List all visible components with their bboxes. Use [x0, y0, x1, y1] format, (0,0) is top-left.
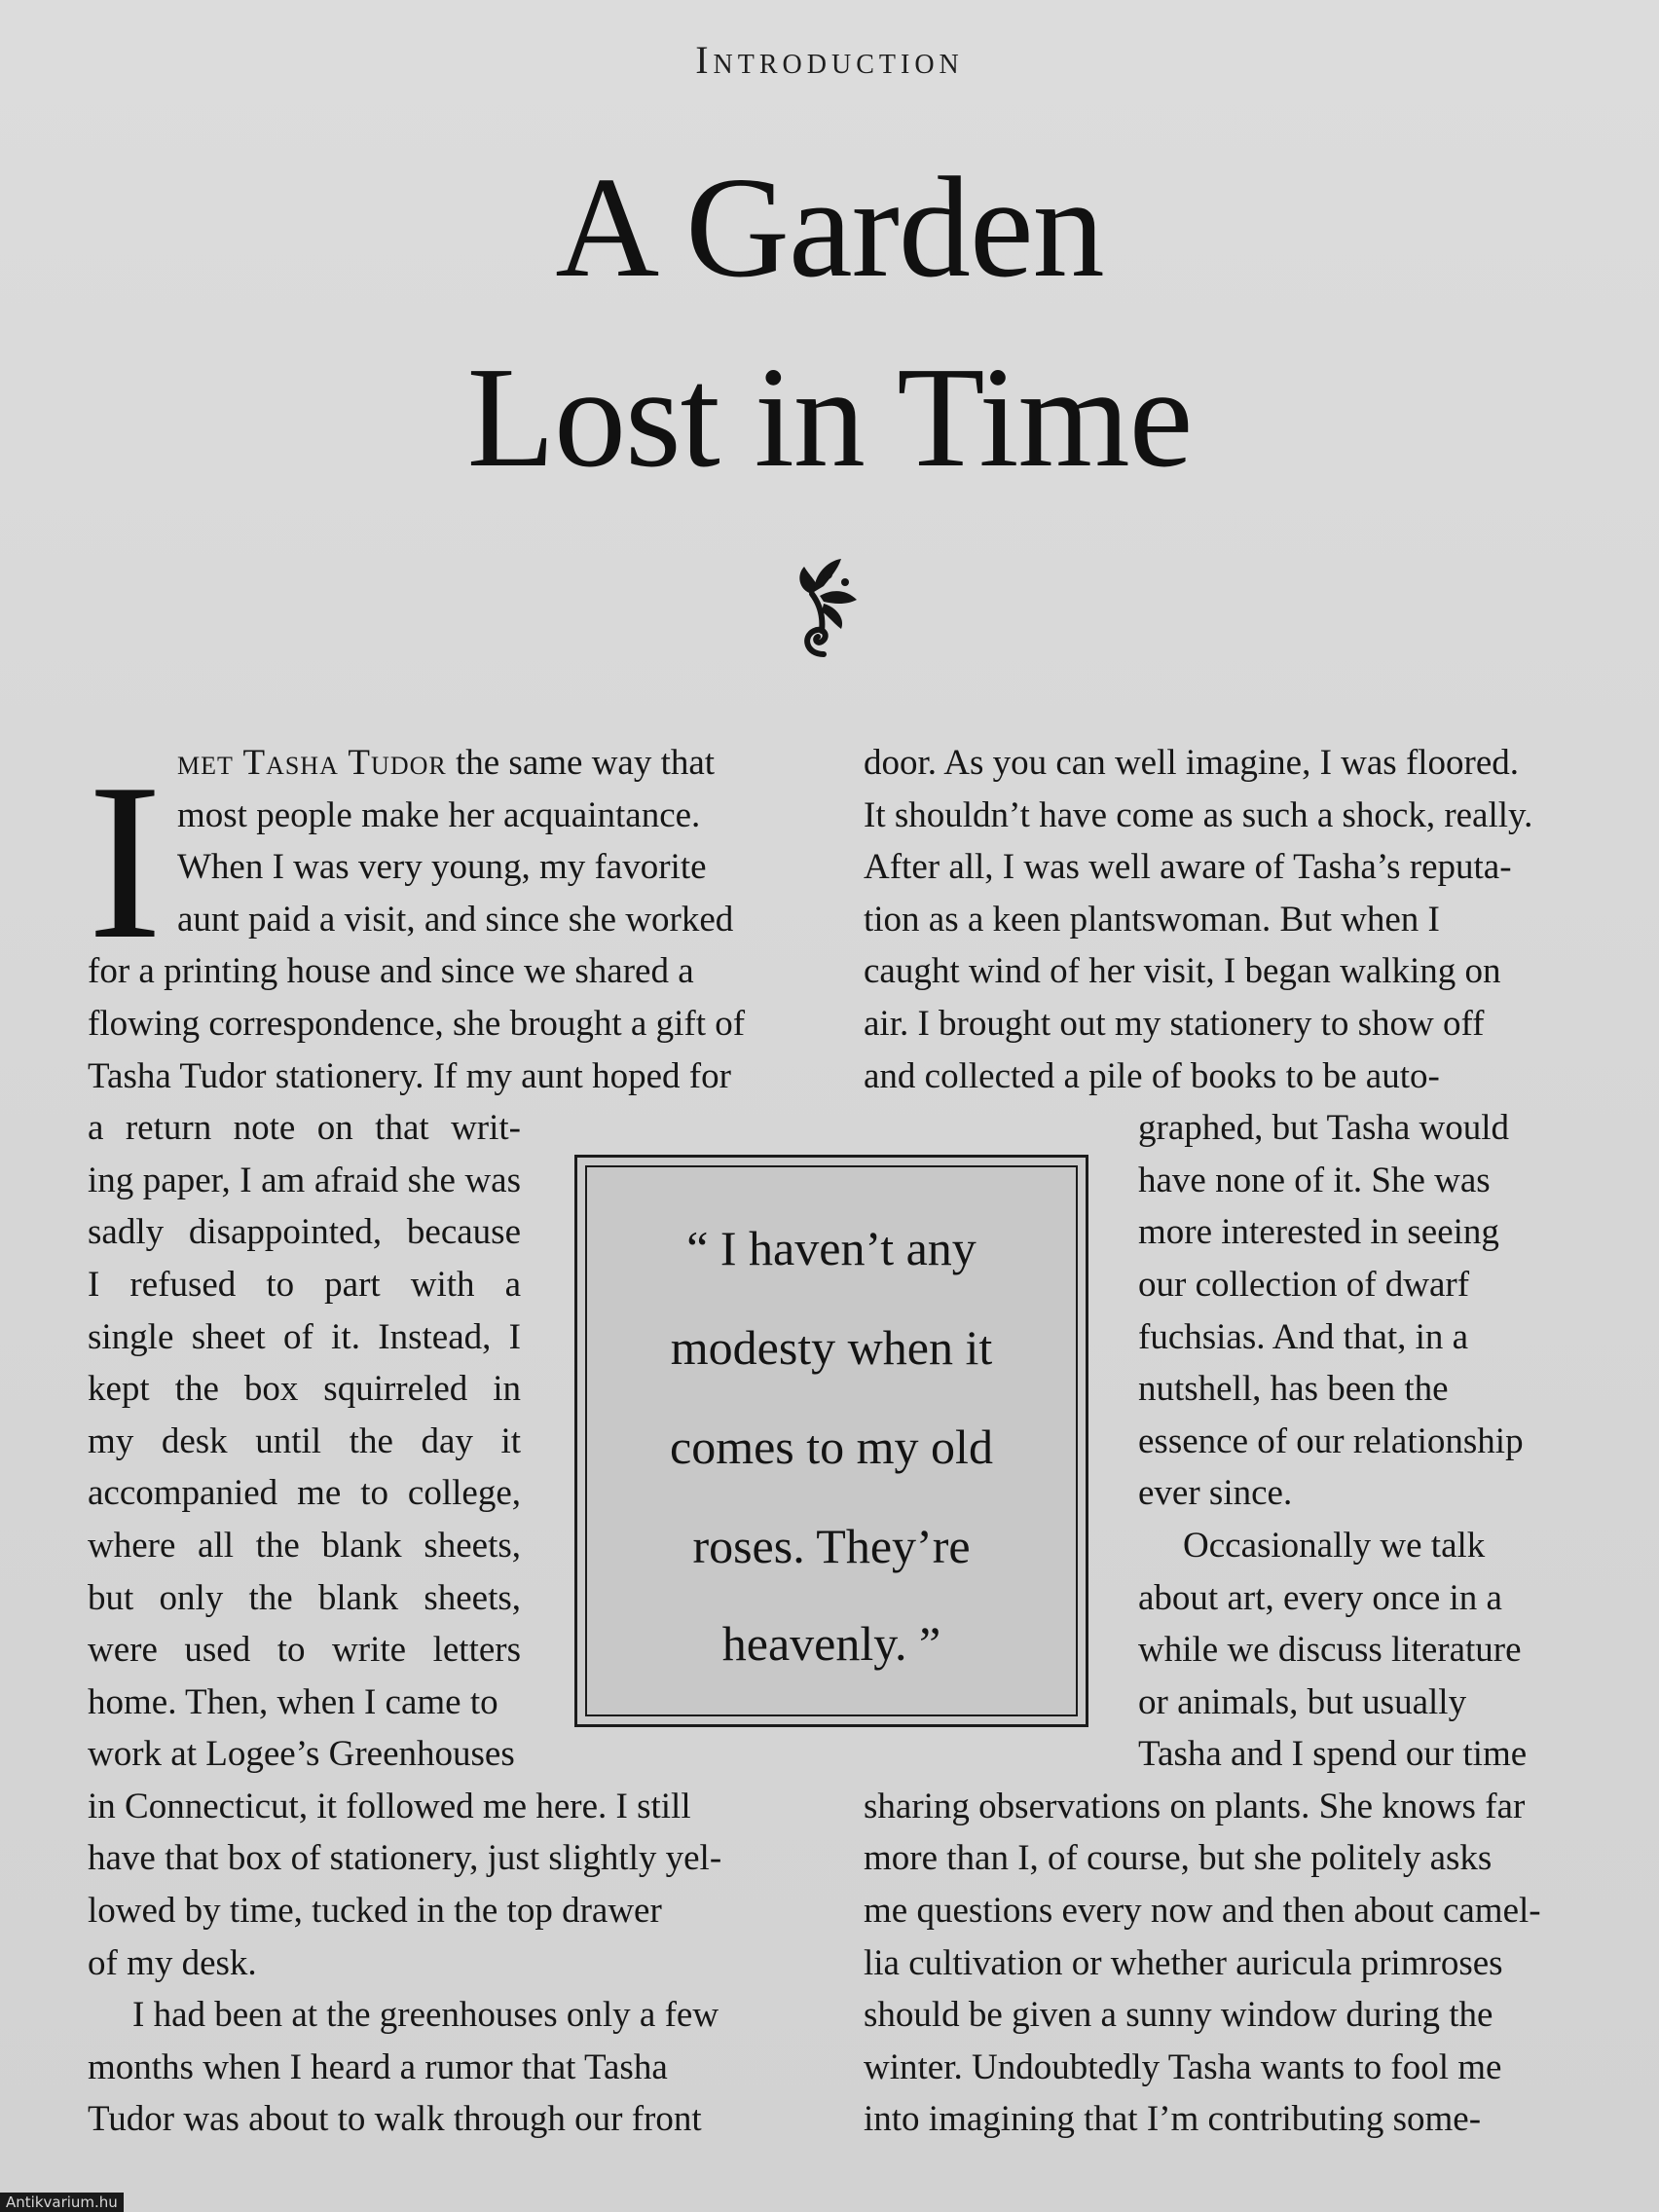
body-line: When I was very young, my favorite: [177, 847, 707, 888]
body-line: accompanied me to college,: [88, 1473, 521, 1514]
body-line: or animals, but usually: [1138, 1681, 1467, 1722]
body-line: while we discuss literature: [1138, 1630, 1522, 1671]
pull-quote-line: roses. They’re: [692, 1519, 971, 1573]
body-line: graphed, but Tasha would: [1138, 1108, 1510, 1149]
body-line: where all the blank sheets,: [88, 1525, 521, 1566]
body-line: have that box of stationery, just slightly yel-: [88, 1838, 722, 1879]
body-line: in Connecticut, it followed me here. I still: [88, 1786, 691, 1826]
body-line: fuchsias. And that, in a: [1138, 1316, 1469, 1357]
body-line: months when I heard a rumor that Tasha: [88, 2046, 668, 2087]
body-line: work at Logee’s Greenhouses: [88, 1734, 515, 1775]
body-line: were used to write letters: [88, 1630, 521, 1671]
body-line: lowed by time, tucked in the top drawer: [88, 1891, 662, 1932]
pull-quote-line: “ I haven’t any: [686, 1221, 977, 1275]
body-line: aunt paid a visit, and since she worked: [177, 899, 734, 940]
body-line: I had been at the greenhouses only a few: [132, 1995, 719, 2036]
body-line: Tudor was about to walk through our front: [88, 2099, 702, 2140]
body-line: more interested in seeing: [1138, 1212, 1499, 1253]
body-line: a return note on that writ-: [88, 1108, 521, 1149]
body-line: ing paper, I am afraid she was: [88, 1160, 521, 1200]
pull-quote-line: heavenly. ”: [721, 1616, 941, 1671]
body-line: air. I brought out my stationery to show off: [864, 1003, 1485, 1044]
chapter-title-line-2: Lost in Time: [466, 338, 1193, 498]
body-line: winter. Undoubtedly Tasha wants to fool me: [864, 2046, 1502, 2087]
pull-quote-inner-frame: [585, 1165, 1078, 1716]
body-line: our collection of dwarf: [1138, 1264, 1470, 1305]
body-line: flowing correspondence, she brought a gift of: [88, 1003, 746, 1044]
body-line: It shouldn’t have come as such a shock, really.: [864, 794, 1533, 835]
body-line: and collected a pile of books to be auto-: [864, 1055, 1440, 1096]
body-line: After all, I was well aware of Tasha’s reputa-: [864, 847, 1512, 888]
body-line: Occasionally we talk: [1183, 1525, 1486, 1566]
opening-small-caps: met Tasha Tudor: [177, 743, 447, 783]
body-line: caught wind of her visit, I began walking on: [864, 951, 1501, 992]
body-line: into imagining that I’m contributing some-: [864, 2099, 1482, 2140]
body-line: door. As you can well imagine, I was floored.: [864, 743, 1520, 783]
body-line: home. Then, when I came to: [88, 1681, 498, 1722]
body-line: have none of it. She was: [1138, 1160, 1491, 1200]
body-line: sharing observations on plants. She knows far: [864, 1786, 1526, 1826]
pull-quote-line: modesty when it: [670, 1320, 993, 1375]
body-line: for a printing house and since we shared a: [88, 951, 694, 992]
body-line: about art, every once in a: [1138, 1577, 1502, 1618]
body-line: ever since.: [1138, 1473, 1293, 1514]
pull-quote-box: [574, 1155, 1088, 1727]
body-line: most people make her acquaintance.: [177, 794, 701, 835]
body-line: Tasha and I spend our time: [1138, 1734, 1528, 1775]
pull-quote-line: comes to my old: [670, 1419, 993, 1474]
body-line: my desk until the day it: [88, 1420, 521, 1461]
floral-ornament-icon: [785, 545, 863, 662]
body-line: but only the blank sheets,: [88, 1577, 521, 1618]
chapter-title-line-1: A Garden: [555, 148, 1104, 308]
chapter-kicker: Introduction: [695, 38, 964, 82]
body-line: Tasha Tudor stationery. If my aunt hoped for: [88, 1055, 731, 1096]
body-line: [88, 737, 789, 790]
opening-rest: the same way that: [446, 743, 716, 783]
body-line: single sheet of it. Instead, I: [88, 1316, 521, 1357]
body-line: lia cultivation or whether auricula primroses: [864, 1942, 1503, 1983]
body-line: sadly disappointed, because: [88, 1212, 521, 1253]
body-line: should be given a sunny window during the: [864, 1995, 1493, 2036]
body-line: of my desk.: [88, 1942, 257, 1983]
body-line: kept the box squirreled in: [88, 1369, 521, 1410]
body-line: me questions every now and then about camel-: [864, 1891, 1541, 1932]
source-watermark: Antikvarium.hu: [0, 2193, 124, 2212]
body-line: essence of our relationship: [1138, 1420, 1524, 1461]
body-line: nutshell, has been the: [1138, 1369, 1449, 1410]
body-line: more than I, of course, but she politely asks: [864, 1838, 1493, 1879]
body-line: I refused to part with a: [88, 1264, 521, 1305]
drop-cap: I: [88, 737, 163, 985]
body-line: tion as a keen plantswoman. But when I: [864, 899, 1440, 940]
